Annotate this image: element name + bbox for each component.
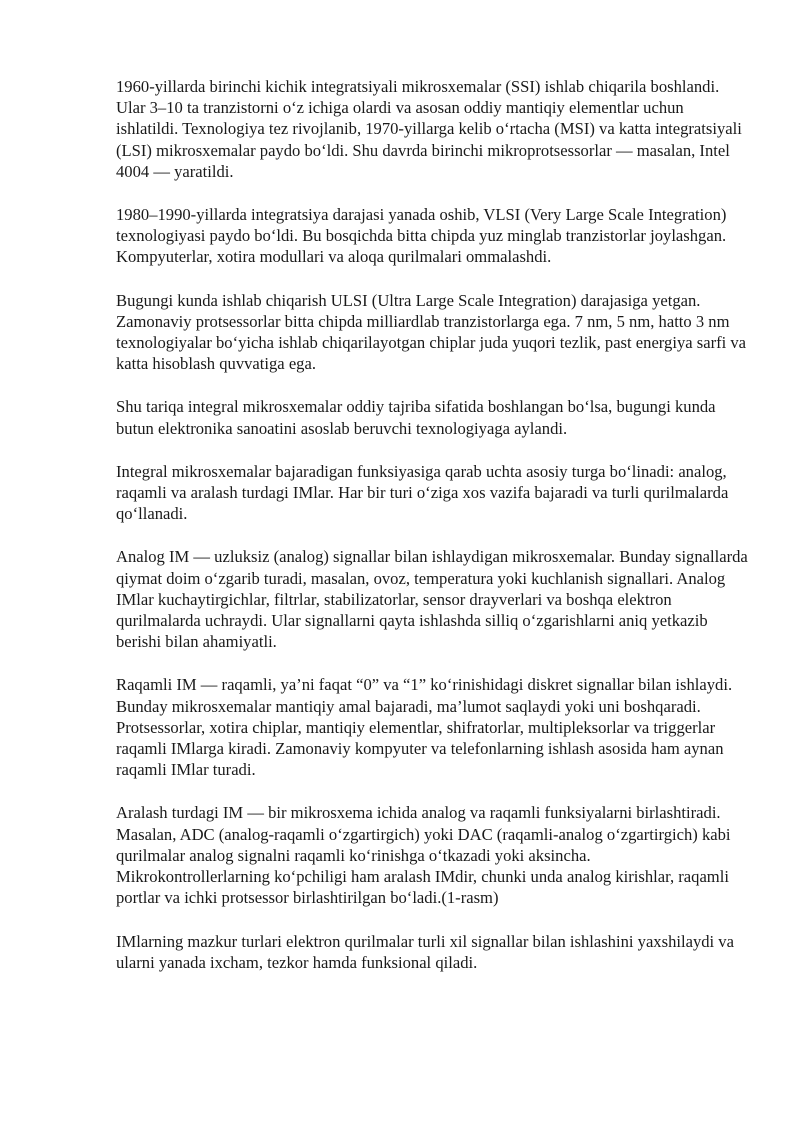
paragraph-ic-early-history: 1960-yillarda birinchi kichik integratsiyali mikrosxemalar (SSI) ishlab chiqarila boshlandi. Ular 3–10 ta tranzistorni o‘z ichiga olardi va asosan oddiy mantiqiy elementlar uchun ishlatildi. Texnologiya tez rivojlanib, 1970-yillarga kelib o‘rtacha (MSI) va katta integratsiyali (LSI) mikrosxemalar paydo bo‘ldi. Shu davrda birinchi mikroprotsessorlar — masalan, Intel 4004 — yaratildi. <box>116 77 742 181</box>
paragraph-summary: Shu tariqa integral mikrosxemalar oddiy tajriba sifatida boshlangan bo‘lsa, bugungi kunda butun elektronika sanoatini asoslab beruvchi texnologiyaga aylandi. <box>116 397 716 438</box>
paragraph-digital-ic: Raqamli IM — raqamli, ya’ni faqat “0” va “1” ko‘rinishidagi diskret signallar bilan ishlaydi. Bunday mikrosxemalar mantiqiy amal bajaradi, ma’lumot saqlaydi yoki uni boshqaradi. Protsessorlar, xotira chiplar, mantiqiy elementlar, shifratorlar, multipleksorlar va triggerlar raqamli IMlarga kiradi. Zamonaviy kompyuter va telefonlarning ishlash asosida ham aynan raqamli IMlar turadi. <box>116 675 733 780</box>
paragraph-analog-ic: Analog IM — uzluksiz (analog) signallar bilan ishlaydigan mikrosxemalar. Bunday signallarda qiymat doim o‘zgarib turadi, masalan, ovoz, temperatura yoki kuchlanish signallari. Analog IMlar kuchaytirgichlar, filtrlar, stabilizatorlar, sensor drayverlari va boshqa elektron qurilmalarda uchraydi. Ular signallarni qayta ishlashda silliq o‘zgarishlarni aniq yetkazib berishi bilan ahamiyatli. <box>116 547 748 652</box>
paragraph-vlsi-era: 1980–1990-yillarda integratsiya darajasi yanada oshib, VLSI (Very Large Scale Integration) texnologiyasi paydo bo‘ldi. Bu bosqichda bitta chipda yuz minglab tranzistorlar joylashgan. Kompyuterlar, xotira modullari va aloqa qurilmalari ommalashdi. <box>116 205 727 267</box>
paragraph-ic-types-intro: Integral mikrosxemalar bajaradigan funksiyasiga qarab uchta asosiy turga bo‘linadi: analog, raqamli va aralash turdagi IMlar. Har bir turi o‘ziga xos vazifa bajaradi va turli qurilmalarda qo‘llanadi. <box>116 461 729 524</box>
paragraph-ulsi-today: Bugungi kunda ishlab chiqarish ULSI (Ultra Large Scale Integration) darajasiga yetgan. Zamonaviy protsessorlar bitta chipda milliardlab tranzistorlarga ega. 7 nm, 5 nm, hatto 3 nm texnologiyalar bo‘yicha ishlab chiqarilayotgan chiplar juda yuqori tezlik, past energiya sarfi va katta hisoblash quvvatiga ega. <box>116 290 747 374</box>
paragraph-conclusion: IMlarning mazkur turlari elektron qurilmalar turli xil signallar bilan ishlashini yaxshilaydi va ularni yanada ixcham, tezkor hamda funksional qiladi. <box>116 931 734 972</box>
paragraph-mixed-ic: Aralash turdagi IM — bir mikrosxema ichida analog va raqamli funksiyalarni birlashtiradi. Masalan, ADC (analog-raqamli o‘zgartirgich) yoki DAC (raqamli-analog o‘zgartirgich) kabi qurilmalar analog signalni raqamli ko‘rinishga o‘tkazadi yoki aksincha. Mikrokontrollerlarning ko‘pchiligi ham aralash IMdir, chunki unda analog kirishlar, raqamli portlar va ichki protsessor birlashtirilgan bo‘ladi.(1-rasm) <box>116 803 731 908</box>
document-body <box>116 76 748 995</box>
